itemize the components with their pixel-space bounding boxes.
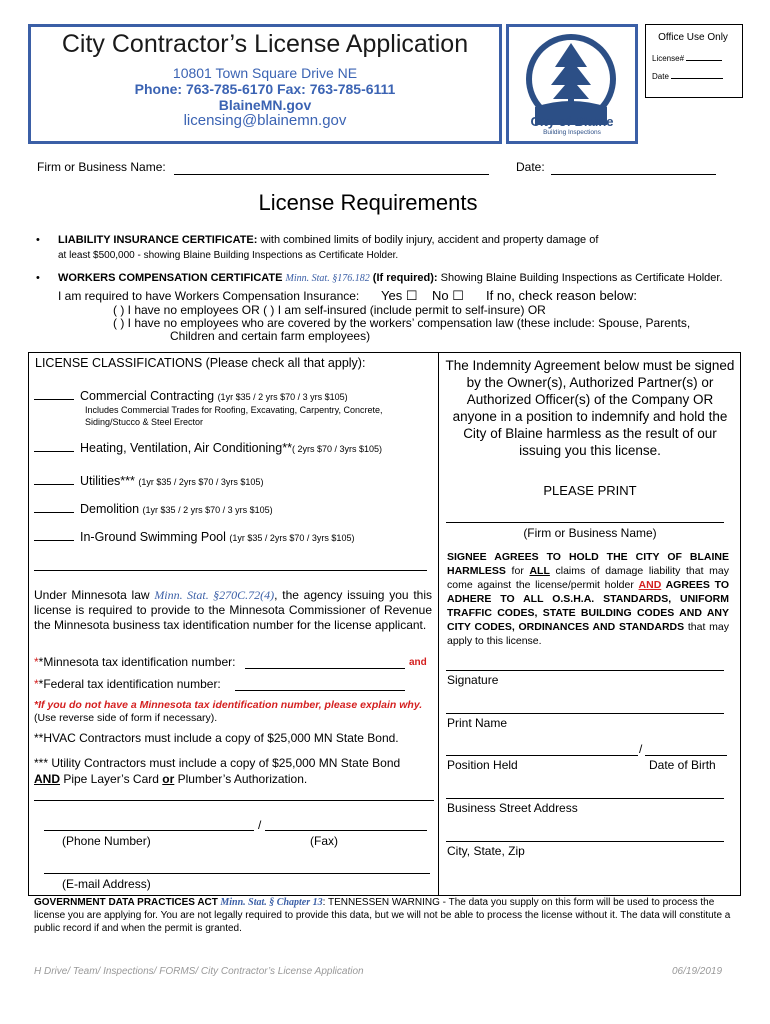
please-print: PLEASE PRINT xyxy=(543,483,637,498)
revision-date: 06/19/2019 xyxy=(672,966,723,977)
phone-label: (Phone Number) xyxy=(62,834,151,848)
signature-label: Signature xyxy=(447,673,499,687)
reason-option-1[interactable]: ( ) I have no employees OR ( ) I am self-insured (include permit to self-insure) OR xyxy=(113,303,546,317)
yes-checkbox[interactable]: Yes ☐ xyxy=(381,288,418,303)
email-field[interactable] xyxy=(44,873,430,874)
divider-line xyxy=(34,570,427,571)
no-tax-id-explain: *If you do not have a Minnesota tax identification number, please explain why. (Use reverse side of form if necessary). xyxy=(34,699,423,724)
date-field[interactable] xyxy=(551,174,716,175)
data-practices-notice: GOVERNMENT DATA PRACTICES ACT Minn. Stat. § Chapter 13: TENNESSEN WARNING - The data you supply on this form will be used to process the license you are applying for. You are not legally required to provide this data, but we will not be able to process the license without it. The data will constitute a public record if and when the permit is granted. xyxy=(34,897,731,934)
city-logo-department: Building Inspections xyxy=(543,129,601,136)
slash-separator: / xyxy=(258,818,262,832)
office-license-field: License# xyxy=(652,54,722,63)
hvac-bond-note: **HVAC Contractors must include a copy of $25,000 MN State Bond. xyxy=(34,731,399,745)
bullet-icon: • xyxy=(36,234,40,246)
demolition-option[interactable]: Demolition (1yr $35 / 2 yrs $70 / 3 yrs $105) xyxy=(34,502,273,516)
date-label: Date: xyxy=(516,160,545,174)
pool-option[interactable]: In-Ground Swimming Pool (1yr $35 / 2yrs $70 / 3yrs $105) xyxy=(34,530,354,544)
position-label: Position Held xyxy=(447,758,518,772)
commercial-note-2: Siding/Stucco & Steel Erector xyxy=(85,417,204,427)
and-text: and xyxy=(409,657,427,668)
website-link[interactable]: BlaineMN.gov xyxy=(218,97,312,113)
hvac-option[interactable]: Heating, Ventilation, Air Conditioning**( 2yrs $70 / 3yrs $105) xyxy=(34,441,382,455)
commercial-note-1: Includes Commercial Trades for Roofing, Excavating, Carpentry, Concrete, xyxy=(85,405,383,415)
workers-comp-requirement: WORKERS COMPENSATION CERTIFICATE Minn. Stat. §176.182 (If required): Showing Blaine Building Inspections as Certificate Holder. xyxy=(58,272,723,284)
phone-field[interactable] xyxy=(44,830,254,831)
office-date-field: Date xyxy=(652,72,723,81)
office-use-title: Office Use Only xyxy=(658,32,728,43)
mn-tax-id-field[interactable] xyxy=(245,668,405,669)
signature-field[interactable] xyxy=(446,670,724,671)
fed-tax-id-field[interactable] xyxy=(235,690,405,691)
utility-bond-note-cont: AND Pipe Layer’s Card or Plumber’s Authorization. xyxy=(34,772,308,786)
classifications-heading: LICENSE CLASSIFICATIONS (Please check all that apply): xyxy=(35,356,366,370)
fax-label: (Fax) xyxy=(310,834,338,848)
reason-option-2-cont: Children and certain farm employees) xyxy=(170,329,371,343)
print-name-label: Print Name xyxy=(447,716,508,730)
if-no-text: If no, check reason below: xyxy=(486,288,638,303)
page-title: City Contractor’s License Application xyxy=(61,30,469,58)
city-logo-name: City of Blaine xyxy=(530,114,614,129)
firm-name-field[interactable] xyxy=(174,174,489,175)
workers-comp-question: I am required to have Workers Compensation Insurance: xyxy=(58,289,360,303)
column-divider xyxy=(438,352,439,896)
position-field[interactable] xyxy=(446,755,638,756)
liability-requirement-cont: at least $500,000 - showing Blaine Building Inspections as Certificate Holder. xyxy=(58,250,399,261)
dob-label: Date of Birth xyxy=(649,758,716,772)
indemnity-firm-label: (Firm or Business Name) xyxy=(523,526,657,540)
commercial-contracting-option[interactable]: Commercial Contracting (1yr $35 / 2 yrs $70 / 3 yrs $105) xyxy=(34,389,348,403)
indemnity-firm-field[interactable] xyxy=(446,522,724,523)
utilities-option[interactable]: Utilities*** (1yr $35 / 2yrs $70 / 3yrs $105) xyxy=(34,474,263,488)
city-state-zip-field[interactable] xyxy=(446,841,724,842)
phone-fax: Phone: 763-785-6170 Fax: 763-785-6111 xyxy=(134,81,396,97)
file-path: H Drive/ Team/ Inspections/ FORMS/ City Contractor’s License Application xyxy=(34,966,364,977)
address: 10801 Town Square Drive NE xyxy=(172,65,358,81)
print-name-field[interactable] xyxy=(446,713,724,714)
reason-option-2[interactable]: ( ) I have no employees who are covered by the workers’ compensation law (these include: Spouse, Parents, xyxy=(113,316,691,330)
slash-separator: / xyxy=(639,742,643,756)
indemnity-instructions: The Indemnity Agreement below must be signed by the Owner(s), Authorized Partner(s) or Authorized Officer(s) of the Company OR anyone in a position to indemnify and hold the City of Blaine harmless as the result of our issuing you this license. xyxy=(445,358,735,458)
email-link[interactable]: licensing@blainemn.gov xyxy=(183,112,347,129)
bullet-icon: • xyxy=(36,272,40,284)
mn-tax-id-label: **Minnesota tax identification number: xyxy=(34,655,236,669)
fax-field[interactable] xyxy=(265,830,427,831)
no-checkbox[interactable]: No ☐ xyxy=(432,288,464,303)
street-address-label: Business Street Address xyxy=(447,801,578,815)
requirements-title: License Requirements xyxy=(258,190,478,215)
hold-harmless-agreement: SIGNEE AGREES TO HOLD THE CITY OF BLAINE HARMLESS for ALL claims of damage liability that may come against the license/permit holder AND AGREES TO ADHERE TO ALL O.S.H.A. STANDARDS, UNIFORM TRAFFIC CODES, STATE BUILDING CODES AND ANY CITY CODES, ORDINANCES AND STANDARDS that may apply to this license. xyxy=(447,551,729,647)
city-state-zip-label: City, State, Zip xyxy=(447,844,525,858)
fed-tax-id-label: **Federal tax identification number: xyxy=(34,677,221,691)
email-label: (E-mail Address) xyxy=(62,877,151,891)
tree-seal-icon xyxy=(525,33,617,125)
street-address-field[interactable] xyxy=(446,798,724,799)
utility-bond-note: *** Utility Contractors must include a copy of $25,000 MN State Bond xyxy=(34,756,401,770)
firm-name-label: Firm or Business Name: xyxy=(37,160,166,174)
divider-line xyxy=(34,800,434,801)
dob-field[interactable] xyxy=(645,755,727,756)
tax-law-paragraph: Under Minnesota law Minn. Stat. §270C.72(4), the agency issuing you this license is required to provide to the Minnesota Commissioner of Revenue the Minnesota business tax identification number for the license applicant. xyxy=(34,588,432,632)
liability-requirement: LIABILITY INSURANCE CERTIFICATE: with combined limits of bodily injury, accident and property damage of xyxy=(58,234,599,246)
